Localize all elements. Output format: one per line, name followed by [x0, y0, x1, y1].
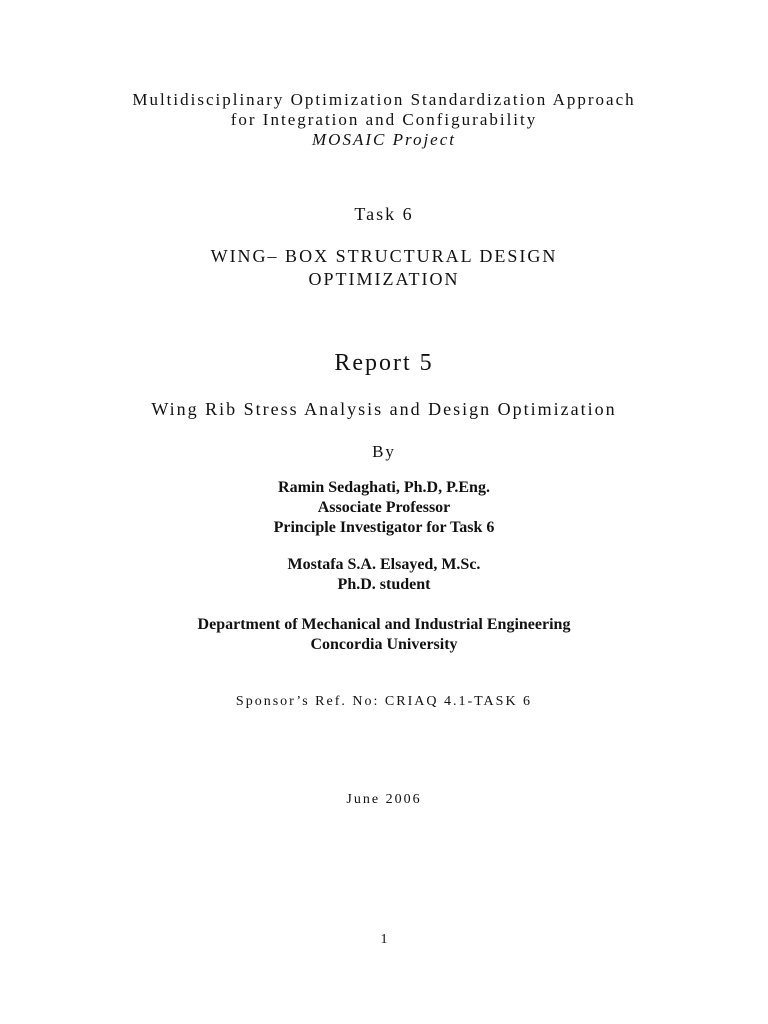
author-2-role: Ph.D. student [337, 576, 431, 593]
task-label: Task 6 [354, 204, 414, 224]
author-1-name: Ramin Sedaghati, Ph.D, P.Eng. [278, 479, 490, 496]
department: Department of Mechanical and Industrial Engineering [197, 616, 571, 633]
header-line-2: for Integration and Configurability [230, 110, 538, 129]
task-title-line-1: WING– BOX STRUCTURAL DESIGN [210, 246, 558, 266]
project-name: MOSAIC Project [312, 130, 456, 149]
page-number: 1 [380, 932, 388, 947]
task-title-line-2: OPTIMIZATION [308, 269, 460, 289]
header-line-1: Multidisciplinary Optimization Standardization Approach [132, 90, 636, 109]
sponsor-reference: Sponsor’s Ref. No: CRIAQ 4.1-TASK 6 [235, 694, 533, 709]
report-date: June 2006 [346, 792, 422, 807]
by-label: By [372, 442, 396, 461]
report-subtitle: Wing Rib Stress Analysis and Design Optimization [151, 399, 617, 419]
report-label: Report 5 [334, 350, 434, 376]
author-1-role-2: Principle Investigator for Task 6 [273, 519, 495, 536]
university: Concordia University [310, 636, 458, 653]
author-2-name: Mostafa S.A. Elsayed, M.Sc. [287, 556, 481, 573]
author-1-role: Associate Professor [317, 499, 451, 516]
